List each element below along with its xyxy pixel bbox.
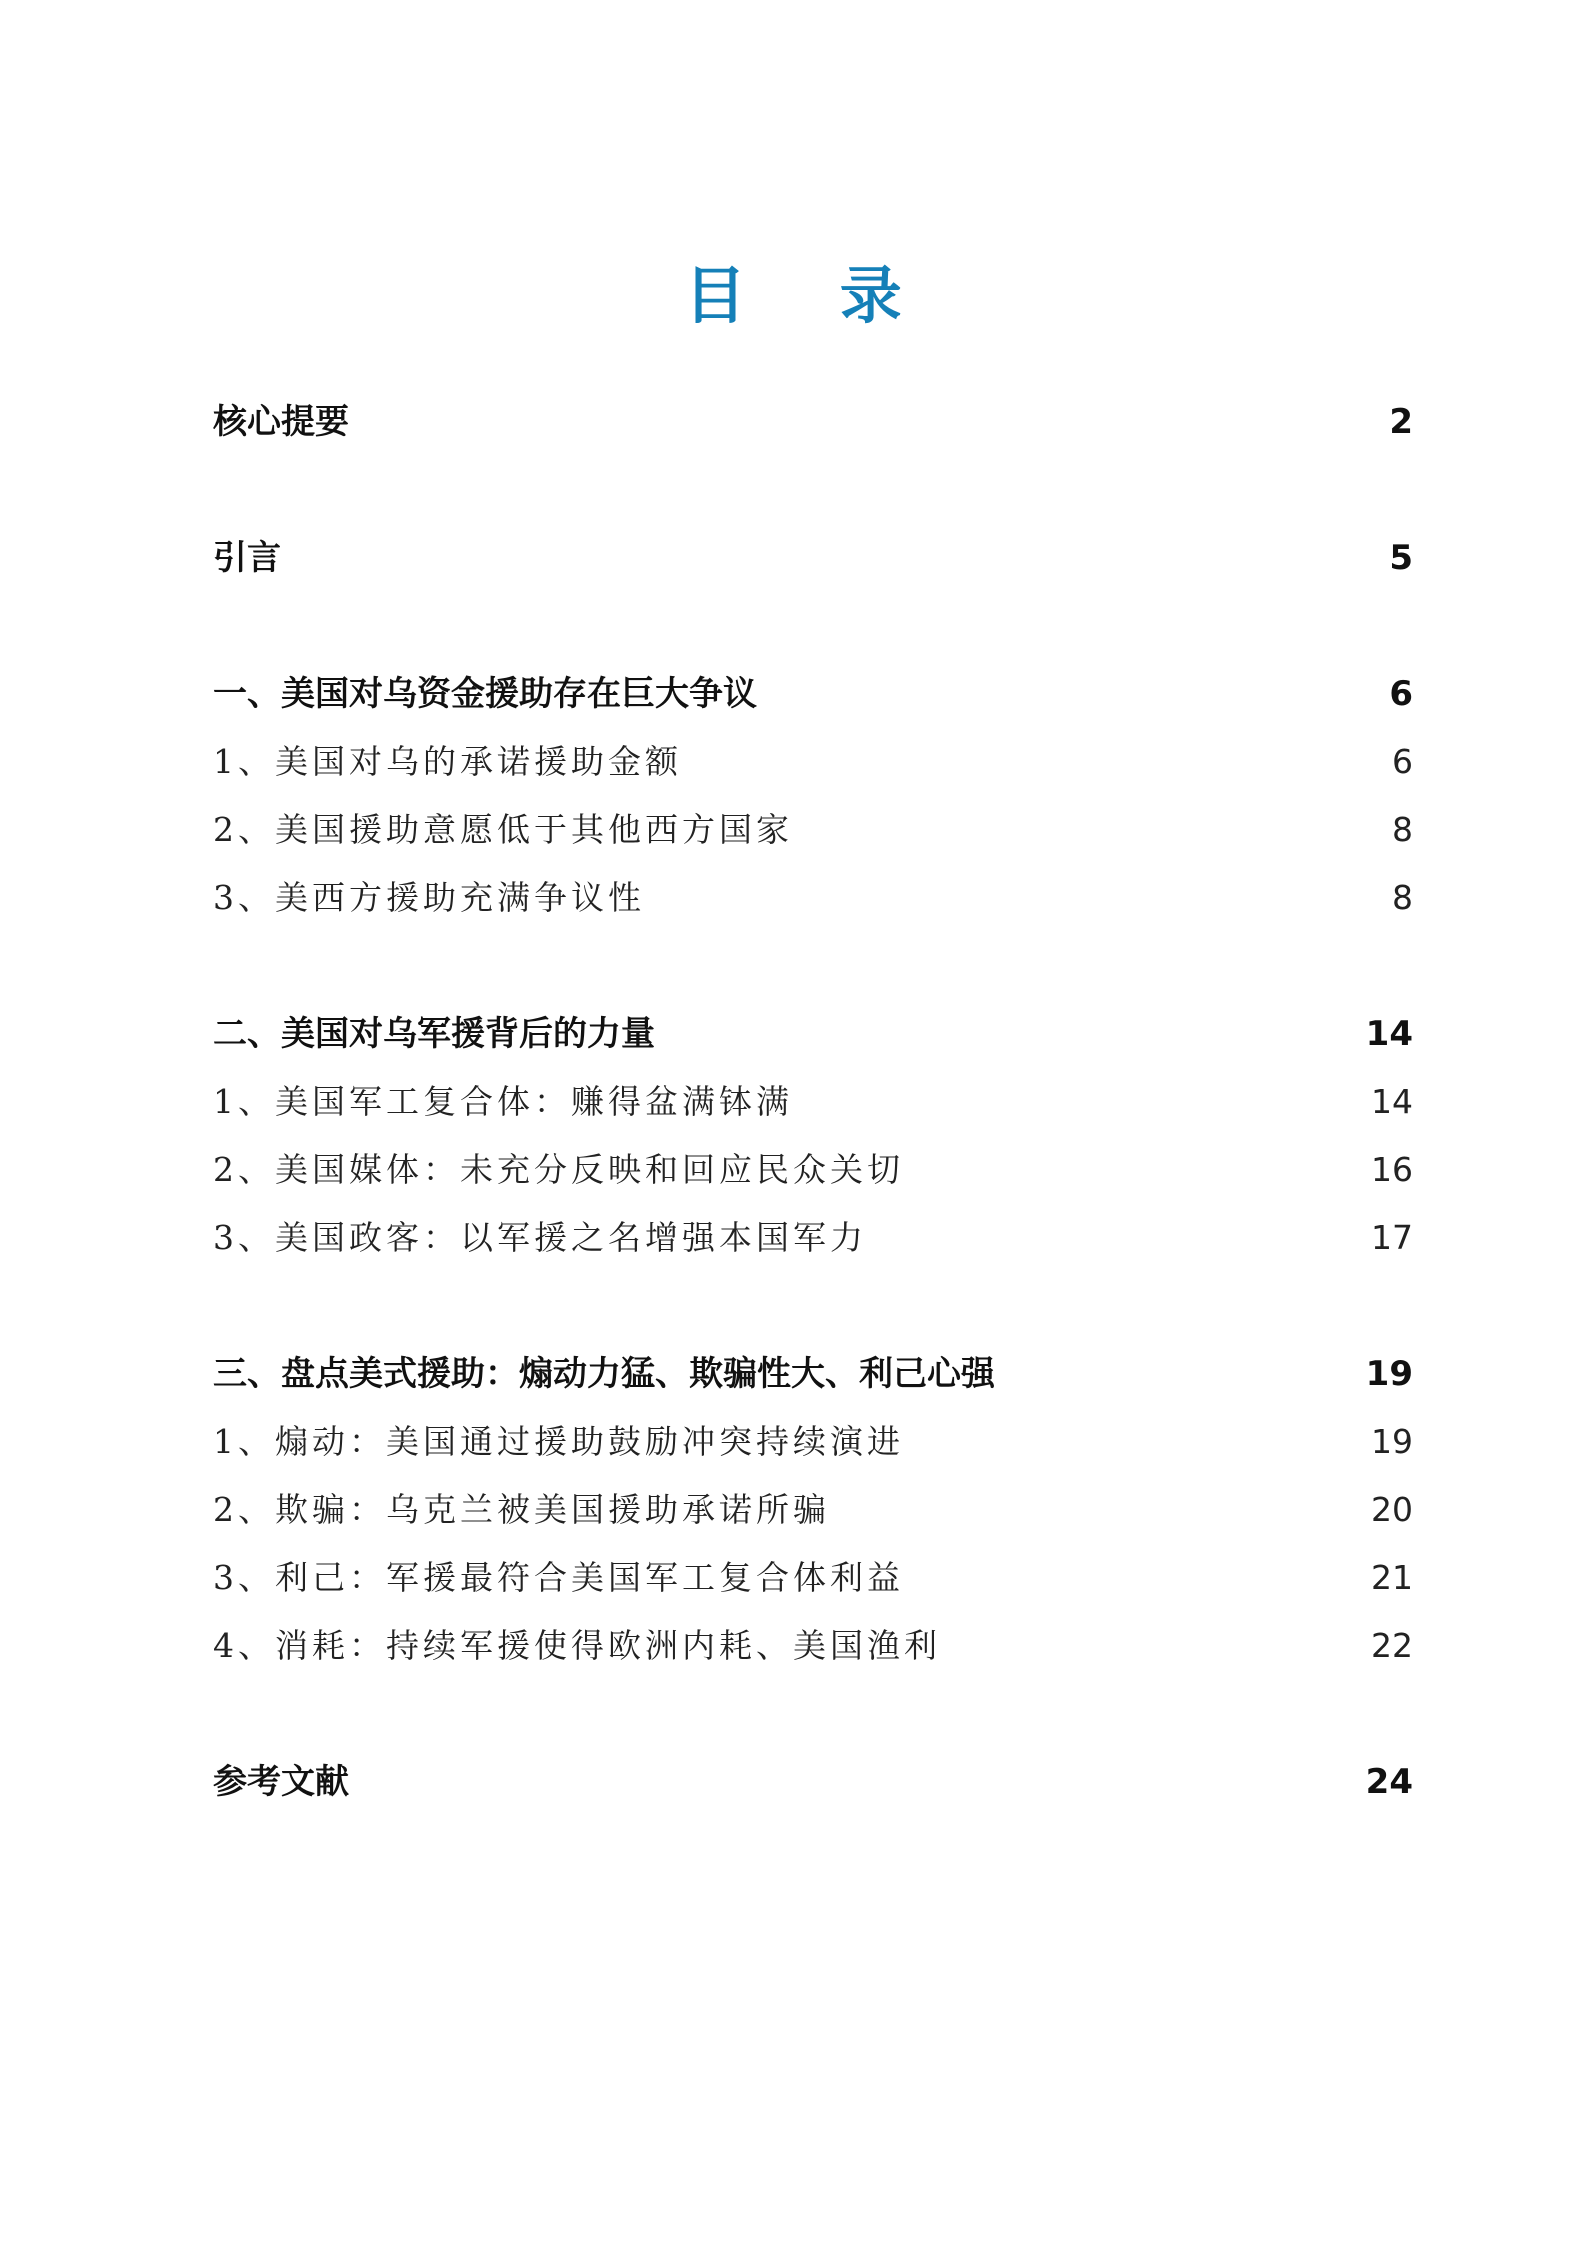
toc-entry-label: 引言 xyxy=(213,538,281,578)
toc-entry-page: 8 xyxy=(1392,810,1413,849)
toc-entry-label: 4、消耗：持续军援使得欧洲内耗、美国渔利 xyxy=(213,1626,941,1665)
toc-entry-page: 19 xyxy=(1365,1354,1413,1394)
toc-entry-page: 6 xyxy=(1392,742,1413,781)
toc-entry-label: 2、欺骗：乌克兰被美国援助承诺所骗 xyxy=(213,1490,830,1529)
toc-entry-page: 19 xyxy=(1371,1422,1413,1461)
toc-entry-section-2[interactable] xyxy=(213,1000,1413,1068)
toc-entry-label: 2、美国媒体：未充分反映和回应民众关切 xyxy=(213,1150,904,1189)
toc-entry-section-2-1[interactable] xyxy=(213,1068,1413,1136)
toc-entry-section-1-1[interactable] xyxy=(213,728,1413,796)
toc-entry-label: 1、煽动：美国通过援助鼓励冲突持续演进 xyxy=(213,1422,904,1461)
table-of-contents xyxy=(213,388,1413,1816)
toc-entry-label: 3、利己：军援最符合美国军工复合体利益 xyxy=(213,1558,904,1597)
toc-entry-summary[interactable] xyxy=(213,388,1413,456)
toc-entry-label: 1、美国对乌的承诺援助金额 xyxy=(213,742,682,781)
toc-entry-section-3-3[interactable] xyxy=(213,1544,1413,1612)
toc-entry-label: 核心提要 xyxy=(213,402,349,442)
toc-entry-section-2-2[interactable] xyxy=(213,1136,1413,1204)
toc-entry-section-3-2[interactable] xyxy=(213,1476,1413,1544)
toc-entry-section-3-1[interactable] xyxy=(213,1408,1413,1476)
toc-entry-page: 5 xyxy=(1389,538,1413,578)
toc-entry-section-1-3[interactable] xyxy=(213,864,1413,932)
page-title: 目 录 xyxy=(684,259,938,332)
toc-entry-page: 17 xyxy=(1371,1218,1413,1257)
toc-entry-label: 三、盘点美式援助：煽动力猛、欺骗性大、利己心强 xyxy=(213,1354,995,1394)
toc-entry-introduction[interactable] xyxy=(213,524,1413,592)
toc-entry-label: 二、美国对乌军援背后的力量 xyxy=(213,1014,655,1054)
toc-entry-section-3-4[interactable] xyxy=(213,1612,1413,1680)
toc-entry-page: 2 xyxy=(1389,402,1413,442)
toc-entry-page: 14 xyxy=(1371,1082,1413,1121)
toc-entry-label: 2、美国援助意愿低于其他西方国家 xyxy=(213,810,793,849)
toc-entry-section-3[interactable] xyxy=(213,1340,1413,1408)
toc-entry-page: 8 xyxy=(1392,878,1413,917)
toc-entry-page: 16 xyxy=(1371,1150,1413,1189)
toc-entry-page: 22 xyxy=(1371,1626,1413,1665)
toc-entry-references[interactable] xyxy=(213,1748,1413,1816)
toc-entry-label: 1、美国军工复合体：赚得盆满钵满 xyxy=(213,1082,793,1121)
toc-entry-label: 参考文献 xyxy=(213,1762,349,1802)
toc-entry-page: 6 xyxy=(1389,674,1413,714)
toc-entry-label: 3、美西方援助充满争议性 xyxy=(213,878,645,917)
toc-entry-page: 24 xyxy=(1365,1762,1413,1802)
toc-entry-label: 3、美国政客：以军援之名增强本国军力 xyxy=(213,1218,867,1257)
toc-entry-page: 14 xyxy=(1365,1014,1413,1054)
toc-entry-section-1-2[interactable] xyxy=(213,796,1413,864)
toc-entry-section-1[interactable] xyxy=(213,660,1413,728)
toc-entry-section-2-3[interactable] xyxy=(213,1204,1413,1272)
toc-entry-page: 21 xyxy=(1371,1558,1413,1597)
toc-entry-page: 20 xyxy=(1371,1490,1413,1529)
toc-entry-label: 一、美国对乌资金援助存在巨大争议 xyxy=(213,674,757,714)
